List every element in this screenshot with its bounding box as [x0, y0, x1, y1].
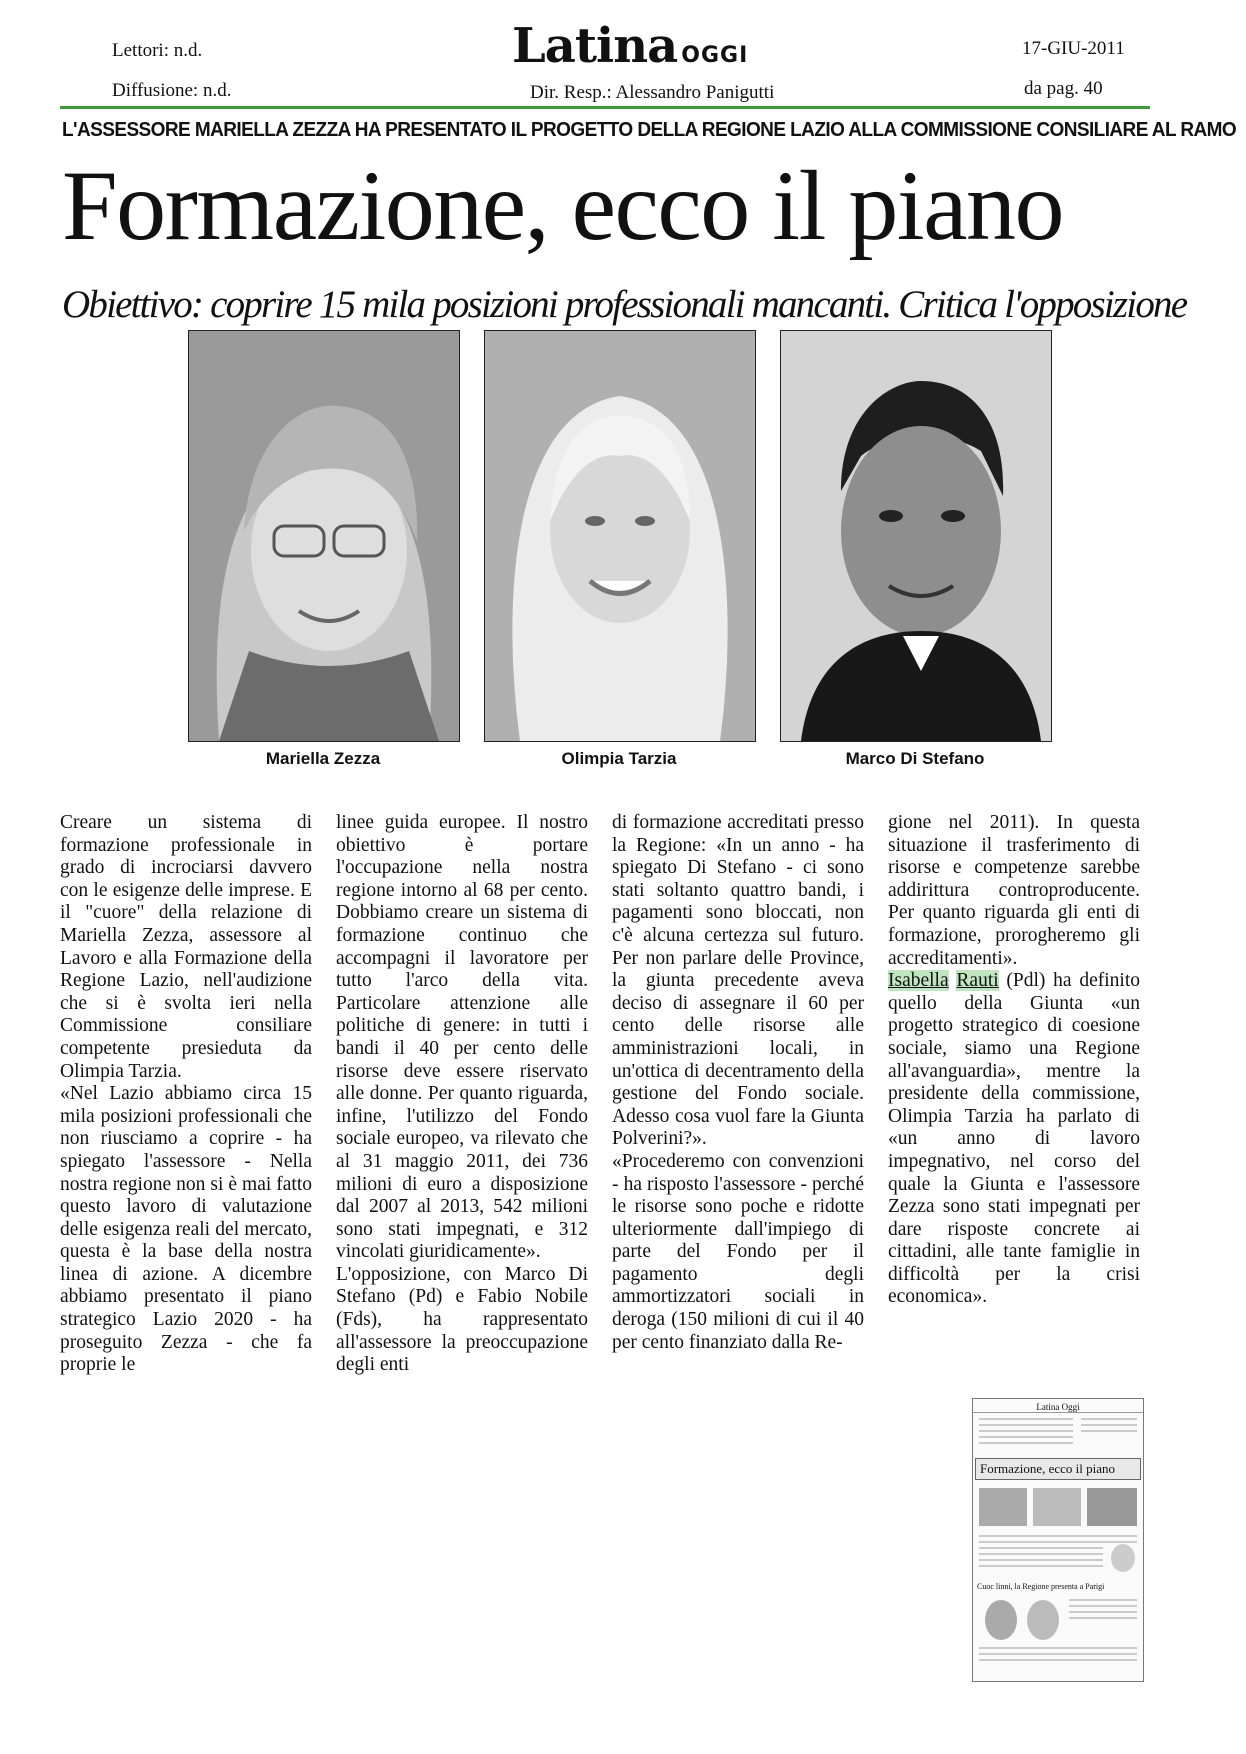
article-column-4: [888, 812, 1140, 1309]
caption-tarzia: Olimpia Tarzia: [561, 749, 677, 768]
caption-di-stefano: Marco Di Stefano: [845, 749, 985, 768]
paragraph: [888, 970, 1140, 1309]
masthead-logo-sub: OGGI: [681, 43, 749, 68]
masthead-logo: [512, 18, 748, 74]
page-ref-label: da pag. 40: [1024, 78, 1103, 99]
photo-olimpia-tarzia: [484, 330, 756, 742]
article-column-3: [612, 812, 864, 1354]
thumbnail-masthead: Latina Oggi: [973, 1399, 1143, 1413]
circulation-label: Diffusione: n.d.: [112, 80, 232, 101]
thumbnail-photos: [973, 1480, 1143, 1576]
thumbnail-headline: Formazione, ecco il piano: [975, 1458, 1141, 1480]
paragraph-rest: (Pdl) ha definito quello della Giunta «un progetto strategico di coesione sociale, siamo una Regione all'avanguardia», mentre la presidente della commissione, Olimpia Tarzia ha parlato di «un anno di lavoro impegnativo, nel corso del quale la Giunta e l'assessore Zezza sono stati impegnati per dare risposte concrete ai cittadini, alle tante famiglie in difficoltà per la crisi economica».: [888, 970, 1141, 1308]
date-label: 17-GIU-2011: [1022, 38, 1125, 59]
article-column-2: [336, 812, 588, 1377]
thumbnail-bottom-photos: [973, 1592, 1143, 1672]
masthead-logo-main: Latina: [512, 18, 678, 74]
caption-zezza: Mariella Zezza: [265, 749, 381, 768]
paragraph: Creare un sistema di formazione professionale in grado di incrociarsi davvero con le esigenze delle imprese. E il "cuore" della relazione di Mariella Zezza, assessore al Lavoro e alla Formazione della Regione Lazio, nell'audizione che si è svolta ieri nella Commissione consiliare competente presieduta da Olimpia Tarzia.: [60, 812, 312, 1082]
article-headline: Formazione, ecco il piano: [62, 150, 1064, 261]
page-thumbnail: [972, 1398, 1144, 1682]
paragraph: linee guida europee. Il nostro obiettivo è portare l'occupazione nella nostra regione intorno al 68 per cento. Dobbiamo creare un sistema di formazione continuo che accompagni il lavoratore per tutto l'arco della vita. Particolare attenzione alle politiche di genere: in tutti i bandi il 40 per cento delle risorse deve essere riservato alle donne. Per quanto riguarda, infine, l'utilizzo del Fondo sociale europeo, va rilevato che al 31 maggio 2011, dei 736 milioni di euro a disposizione dal 2007 al 2013, 542 milioni sono stati impegnati, e 312 vincolati giuridicamente».: [336, 812, 588, 1263]
paragraph: di formazione accreditati presso la Regione: «In un anno - ha spiegato Di Stefano - ci sono stati soltanto quattro bandi, i pagamenti sono bloccati, non c'è alcuna certezza sul futuro. Per non parlare delle Province, la giunta precedente aveva deciso di assegnare il 60 per cento delle risorse alle amministrazioni locali, in un'ottica di decentramento della gestione del Fondo sociale. Adesso cosa vuol fare la Giunta Polverini?».: [612, 812, 864, 1150]
photo-marco-di-stefano: [780, 330, 1052, 742]
thumbnail-story-title: Cuoc linni, la Regione presenta a Parigi: [977, 1582, 1105, 1591]
paragraph: «Procederemo con convenzioni - ha risposto l'assessore - perché le risorse sono poche e ridotte ulteriormente dall'impiego di parte del Fondo per il pagamento degli ammortizzatori sociali in deroga (150 milioni di cui il 40 per cento finanziato dalla Re-: [612, 1150, 864, 1353]
readers-label: Lettori: n.d.: [112, 40, 203, 61]
article-subheadline: Obiettivo: coprire 15 mila posizioni professionali mancanti. Critica l'opposizione: [62, 283, 1187, 326]
header-rule: [60, 106, 1150, 109]
photo-mariella-zezza: [188, 330, 460, 742]
thumbnail-text-lines: [973, 1413, 1143, 1453]
article-column-1: [60, 812, 312, 1377]
paragraph: gione nel 2011). In questa situazione il trasferimento di risorse e competenze sarebbe addirittura controproducente. Per quanto riguarda gli enti di formazione, prorogheremo gli accreditamenti».: [888, 812, 1140, 969]
editor-label: Dir. Resp.: Alessandro Panigutti: [530, 82, 775, 103]
article-kicker: L'ASSESSORE MARIELLA ZEZZA HA PRESENTATO IL PROGETTO DELLA REGIONE LAZIO ALLA COMMISSIONE CONSILIARE AL RAMO: [62, 119, 1237, 141]
highlighted-name-last: Rauti: [956, 970, 999, 992]
paragraph: «Nel Lazio abbiamo circa 15 mila posizioni professionali che non riusciamo a coprire - ha spiegato l'assessore - Nella nostra regione non si è mai fatto questo lavoro di valutazione delle esigenza reali del mercato, questa è la base della nostra linea di azione. A dicembre abbiamo presentato il piano strategico Lazio 2020 - ha proseguito Zezza - che fa proprie le: [60, 1083, 312, 1376]
highlighted-name-first: Isabella: [888, 970, 949, 992]
paragraph: L'opposizione, con Marco Di Stefano (Pd) e Fabio Nobile (Fds), ha rappresentato all'assessore la preoccupazione degli enti: [336, 1263, 588, 1376]
